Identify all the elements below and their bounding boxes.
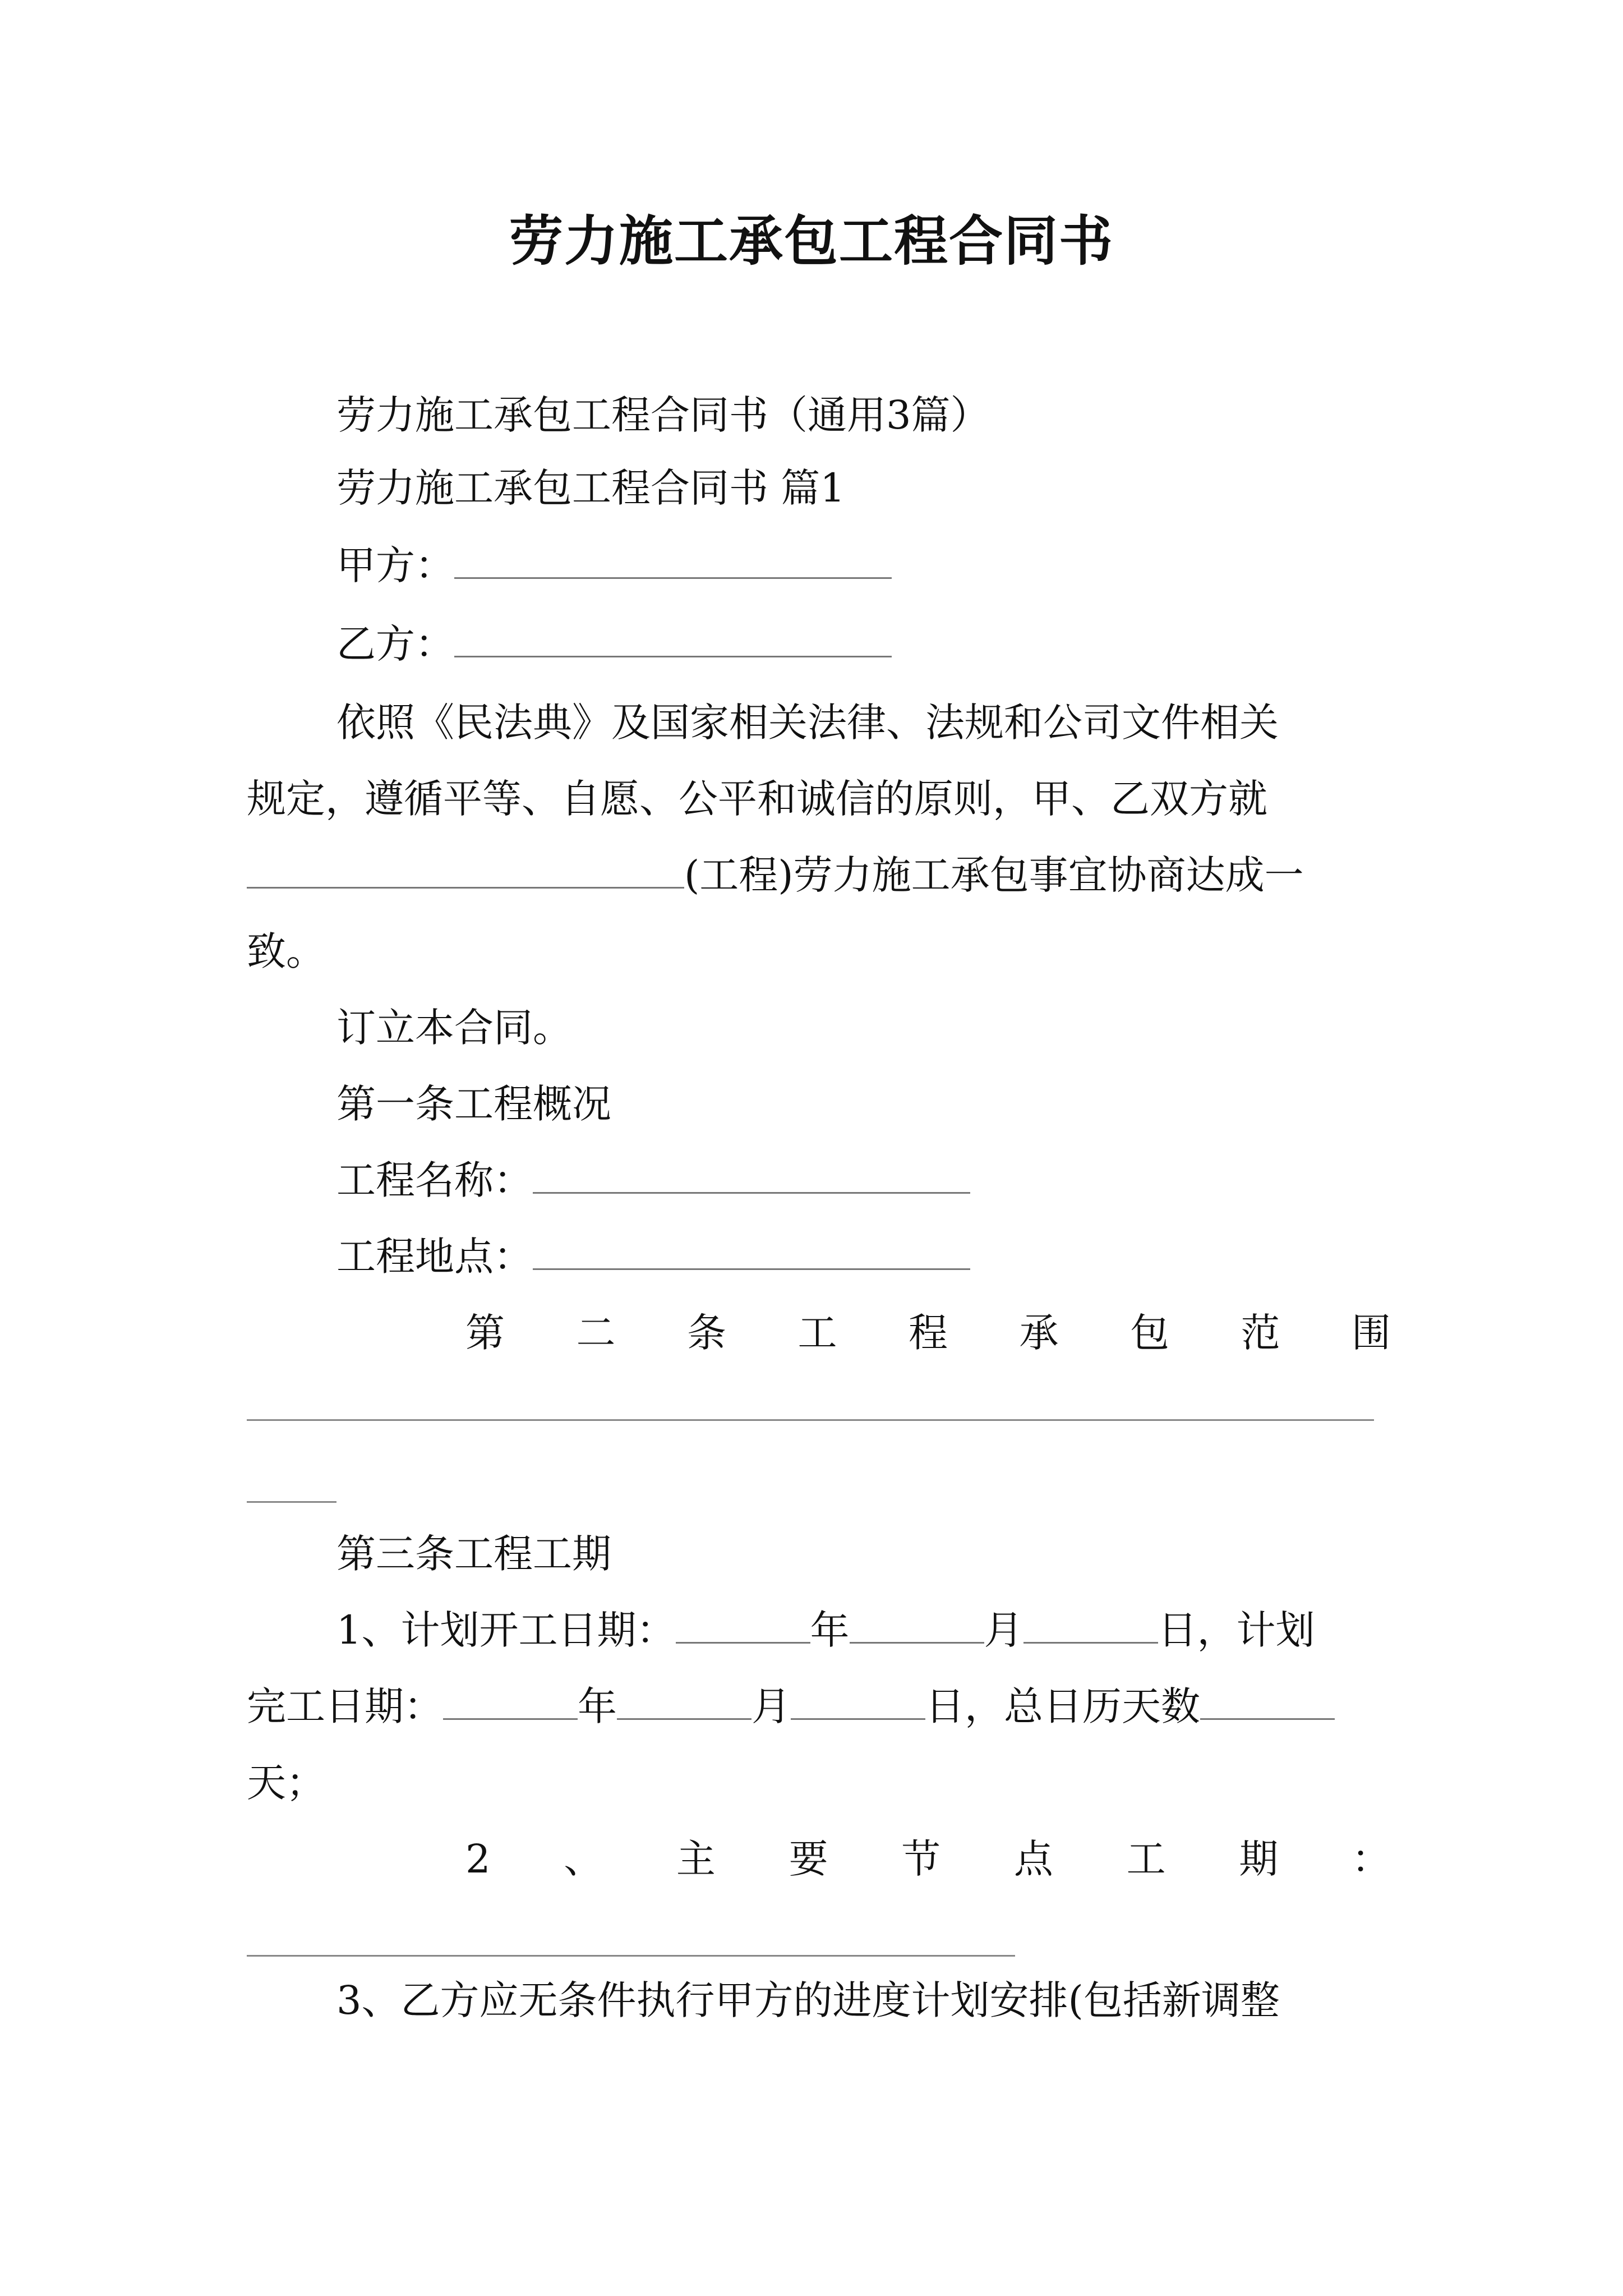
paragraph-line [247,847,1304,903]
paragraph-line: 致。 [247,928,325,974]
document-title: 劳力施工承包工程合同书 [509,209,1114,273]
day-label: 日，计划 [1158,1607,1315,1653]
project-name-label: 工程名称： [336,1157,533,1203]
project-location-label: 工程地点： [336,1234,533,1280]
scope-blank-line [247,1419,1374,1421]
subtitle: 劳力施工承包工程合同书（通用3篇） [336,392,990,438]
paragraph-line: 天； [247,1760,325,1806]
month-label: 月 [751,1683,791,1729]
party-a-line [336,537,892,593]
article-heading: 第一条工程概况 [336,1081,611,1127]
project-name-blank [533,1153,970,1194]
item-char: 主 [676,1836,716,1882]
project-blank [247,848,684,889]
party-b-label: 乙方： [336,621,454,667]
day-blank [1023,1603,1158,1644]
party-a-blank [454,538,892,579]
day-label: 日，总日历天数 [925,1683,1200,1729]
heading-char: 第 [465,1310,505,1356]
finish-date-line [247,1678,1335,1734]
party-a-label: 甲方： [336,542,454,588]
year-label: 年 [578,1683,617,1729]
item2-spread [465,1831,1391,1887]
heading-char: 程 [909,1310,948,1356]
heading-char: 围 [1352,1310,1391,1356]
year-label: 年 [810,1607,850,1653]
project-name-line [336,1152,970,1208]
item-char: 2 [465,1836,491,1882]
total-days-blank [1200,1679,1335,1720]
heading-char: 包 [1130,1310,1169,1356]
month-blank [850,1603,984,1644]
scope-blank-line [247,1501,336,1503]
paragraph-line: 规定，遵循平等、自愿、公平和诚信的原则，甲、乙双方就 [247,776,1267,822]
section-heading: 劳力施工承包工程合同书 篇1 [336,465,845,511]
month-label: 月 [984,1607,1023,1653]
article-heading-spread [465,1305,1391,1361]
party-b-line [336,616,892,672]
year-blank [443,1679,578,1720]
party-b-blank [454,616,892,657]
paragraph-line: 3、乙方应无条件执行甲方的进度计划安排(包括新调整 [336,1977,1280,2023]
item-char: ： [1351,1836,1391,1882]
project-location-line [336,1228,970,1285]
finish-date-label: 完工日期： [247,1683,443,1729]
milestone-blank-line [247,1955,1015,1957]
month-blank [617,1679,751,1720]
item-char: 点 [1013,1836,1053,1882]
heading-char: 条 [687,1310,726,1356]
item-char: 期 [1239,1836,1279,1882]
item-char: 要 [789,1836,828,1882]
heading-char: 范 [1241,1310,1280,1356]
paragraph-text: (工程)劳力施工承包事宜协商达成一 [684,852,1304,898]
item-char: 工 [1126,1836,1166,1882]
start-date-label: 1、计划开工日期： [336,1607,676,1653]
year-blank [676,1603,810,1644]
start-date-line [336,1602,1315,1658]
paragraph-line: 依照《民法典》及国家相关法律、法规和公司文件相关 [336,700,1279,746]
heading-char: 工 [797,1310,837,1356]
heading-char: 二 [576,1310,616,1356]
article-heading: 第三条工程工期 [336,1531,611,1577]
item-char: 节 [901,1836,941,1882]
item-char: 、 [564,1836,603,1882]
heading-char: 承 [1019,1310,1059,1356]
day-blank [791,1679,925,1720]
paragraph-line: 订立本合同。 [336,1005,572,1051]
project-location-blank [533,1229,970,1270]
